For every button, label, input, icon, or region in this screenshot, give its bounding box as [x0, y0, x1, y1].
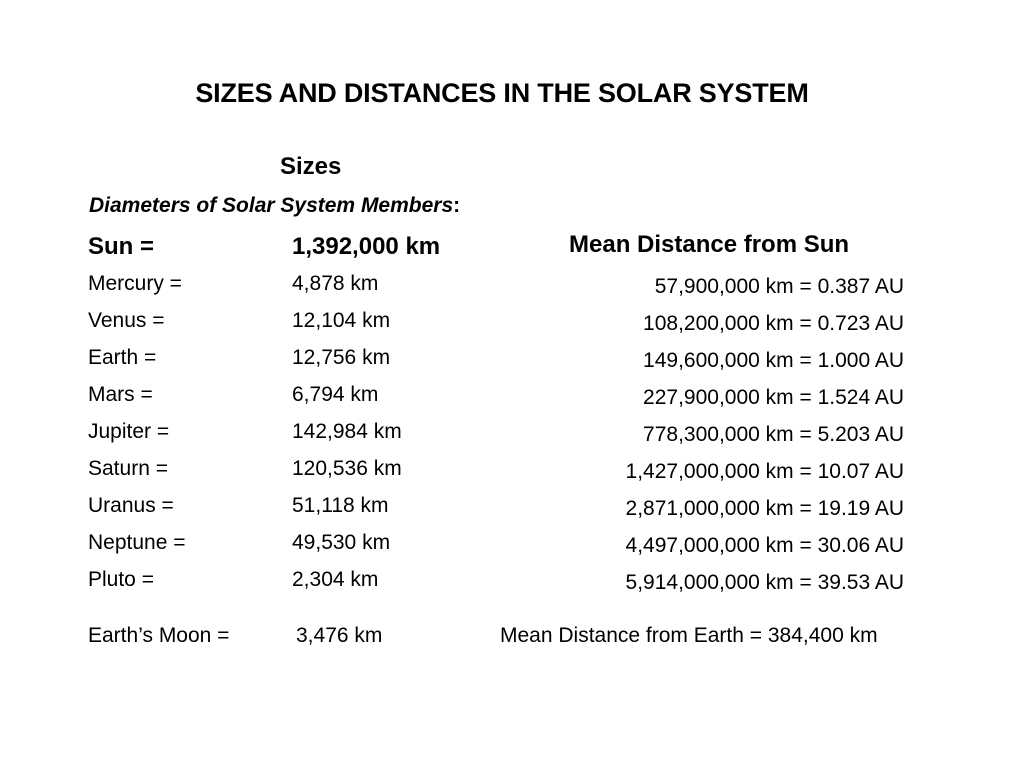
planet-diameter-neptune: 49,530 km	[292, 531, 391, 554]
planet-diameter-pluto: 2,304 km	[292, 568, 379, 591]
planet-diameter-earth: 12,756 km	[292, 346, 391, 369]
sun-diameter: 1,392,000 km	[292, 233, 441, 260]
planet-name-neptune: Neptune =	[88, 531, 186, 554]
planet-name-uranus: Uranus =	[88, 494, 174, 517]
planet-diameter-mars: 6,794 km	[292, 383, 379, 406]
page-title: SIZES AND DISTANCES IN THE SOLAR SYSTEM	[195, 78, 809, 108]
planet-diameter-mercury: 4,878 km	[292, 272, 379, 295]
moon-diameter: 3,476 km	[296, 624, 383, 647]
planet-diameter-uranus: 51,118 km	[292, 494, 389, 517]
planet-name-venus: Venus =	[88, 309, 165, 332]
moon-distance: Mean Distance from Earth = 384,400 km	[500, 624, 878, 647]
planet-name-saturn: Saturn =	[88, 457, 168, 480]
planet-distance-mercury: 57,900,000 km = 0.387 AU	[654, 275, 904, 298]
planet-name-mercury: Mercury =	[88, 272, 182, 295]
mean-distance-heading: Mean Distance from Sun	[569, 231, 850, 258]
moon-label: Earth’s Moon =	[88, 624, 230, 647]
sun-label: Sun =	[88, 233, 155, 260]
planet-diameter-saturn: 120,536 km	[292, 457, 402, 480]
diameters-subheading	[89, 194, 460, 218]
diameters-subheading-text: Diameters of Solar System Members	[89, 194, 454, 217]
planet-distance-pluto: 5,914,000,000 km = 39.53 AU	[625, 571, 904, 594]
planet-name-jupiter: Jupiter =	[88, 420, 170, 443]
planet-distance-uranus: 2,871,000,000 km = 19.19 AU	[625, 497, 904, 520]
diameters-subheading-colon: :	[453, 194, 461, 217]
planet-name-mars: Mars =	[88, 383, 153, 406]
planet-distance-mars: 227,900,000 km = 1.524 AU	[643, 386, 904, 409]
planet-distance-venus: 108,200,000 km = 0.723 AU	[643, 312, 904, 335]
planet-name-earth: Earth =	[88, 346, 157, 369]
planet-distance-earth: 149,600,000 km = 1.000 AU	[643, 349, 904, 372]
planet-distance-jupiter: 778,300,000 km = 5.203 AU	[643, 423, 904, 446]
planet-name-pluto: Pluto =	[88, 568, 154, 591]
planet-distance-saturn: 1,427,000,000 km = 10.07 AU	[625, 460, 904, 483]
planet-diameter-venus: 12,104 km	[292, 309, 391, 332]
planet-diameter-jupiter: 142,984 km	[292, 420, 402, 443]
planet-distance-neptune: 4,497,000,000 km = 30.06 AU	[625, 534, 904, 557]
sizes-heading: Sizes	[280, 153, 342, 180]
